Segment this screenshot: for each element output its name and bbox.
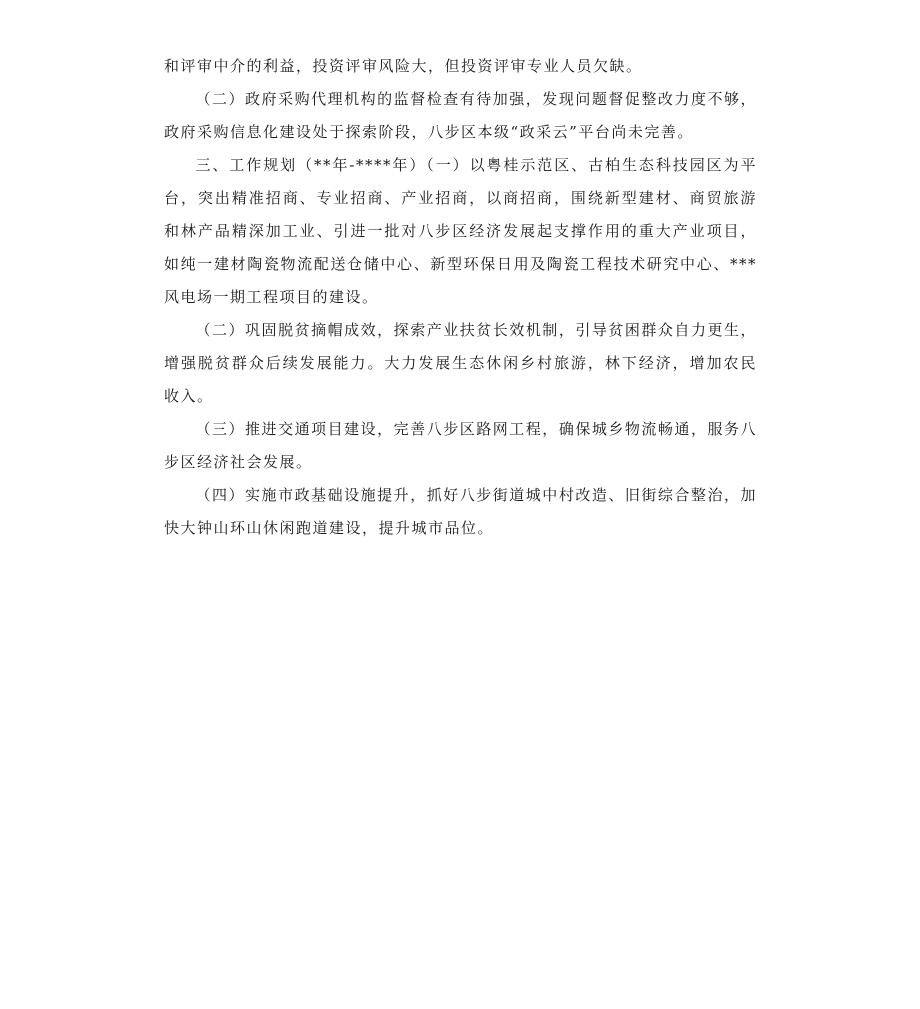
paragraph-procurement-supervision: （二）政府采购代理机构的监督检查有待加强，发现问题督促整改力度不够，政府采购信息化建设处于探索阶段，八步区本级“政采云”平台尚未完善。 bbox=[164, 90, 757, 141]
paragraph-work-plan: 三、工作规划（**年-****年）（一）以粤桂示范区、古柏生态科技园区为平台，突出精准招商、专业招商、产业招商，以商招商，围绕新型建材、商贸旅游和林产品精深加工业、引进一批对八步区经济发展起支撑作用的重大产业项目，如纯一建材陶瓷物流配送仓储中心、新型环保日用及陶瓷工程技术研究中心、***风电场一期工程项目的建设。 bbox=[164, 156, 757, 306]
paragraph-poverty-alleviation: （二）巩固脱贫摘帽成效，探索产业扶贫长效机制，引导贫困群众自力更生，增强脱贫群众后续发展能力。大力发展生态休闲乡村旅游，林下经济，增加农民收入。 bbox=[164, 321, 757, 405]
paragraph-transport-projects: （三）推进交通项目建设，完善八步区路网工程，确保城乡物流畅通，服务八步区经济社会发展。 bbox=[164, 420, 757, 471]
document-body bbox=[164, 50, 757, 545]
paragraph-continuation: 和评审中介的利益，投资评审风险大，但投资评审专业人员欠缺。 bbox=[164, 57, 643, 75]
paragraph-municipal-infrastructure: （四）实施市政基础设施提升，抓好八步街道城中村改造、旧街综合整治，加快大钟山环山休闲跑道建设，提升城市品位。 bbox=[164, 486, 757, 537]
